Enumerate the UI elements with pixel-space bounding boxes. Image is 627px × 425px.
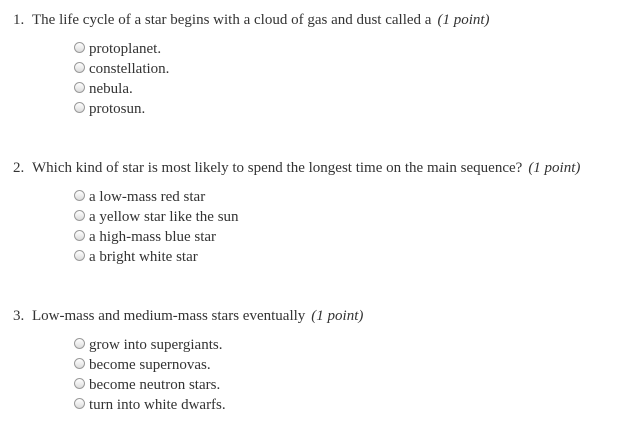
answer-option[interactable] [74,79,169,99]
answer-option-label: a yellow star like the sun [89,208,239,225]
answer-option-label: a low-mass red star [89,188,206,205]
answer-option-label: grow into supergiants. [89,336,223,353]
radio-button[interactable] [74,338,85,349]
answer-options [74,335,226,415]
question-text: Low-mass and medium-mass stars eventually [32,308,306,324]
answer-option[interactable] [74,207,239,227]
answer-option-label: become supernovas. [89,356,211,373]
radio-button[interactable] [74,190,85,201]
answer-option[interactable] [74,395,226,415]
answer-option[interactable] [74,227,239,247]
radio-button[interactable] [74,82,85,93]
answer-options [74,187,239,267]
answer-option[interactable] [74,59,169,79]
answer-option[interactable] [74,355,226,375]
question-text: Which kind of star is most likely to spend the longest time on the main sequence? [32,160,523,176]
question-number: 2. [13,160,25,176]
radio-button[interactable] [74,62,85,73]
answer-option-label: protoplanet. [89,40,162,57]
question-number: 1. [13,12,25,28]
answer-option-label: a bright white star [89,248,198,265]
answer-option-label: turn into white dwarfs. [89,396,226,413]
answer-option[interactable] [74,375,226,395]
question-points: (1 point) [311,308,364,324]
radio-button[interactable] [74,210,85,221]
answer-option-label: become neutron stars. [89,376,221,393]
radio-button[interactable] [74,378,85,389]
question-prompt [13,159,580,177]
radio-button[interactable] [74,250,85,261]
question-number: 3. [13,308,25,324]
answer-option[interactable] [74,247,239,267]
radio-button[interactable] [74,102,85,113]
answer-option[interactable] [74,39,169,59]
question-prompt [13,11,490,29]
answer-options [74,39,169,119]
question-prompt [13,307,363,325]
answer-option-label: a high-mass blue star [89,228,217,245]
answer-option[interactable] [74,187,239,207]
answer-option-label: nebula. [89,80,133,97]
radio-button[interactable] [74,42,85,53]
answer-option-label: constellation. [89,60,170,77]
answer-option-label: protosun. [89,100,146,117]
question-points: (1 point) [437,12,490,28]
answer-option[interactable] [74,99,169,119]
radio-button[interactable] [74,358,85,369]
answer-option[interactable] [74,335,226,355]
radio-button[interactable] [74,230,85,241]
question-text: The life cycle of a star begins with a cloud of gas and dust called a [32,12,432,28]
question-points: (1 point) [528,160,581,176]
radio-button[interactable] [74,398,85,409]
